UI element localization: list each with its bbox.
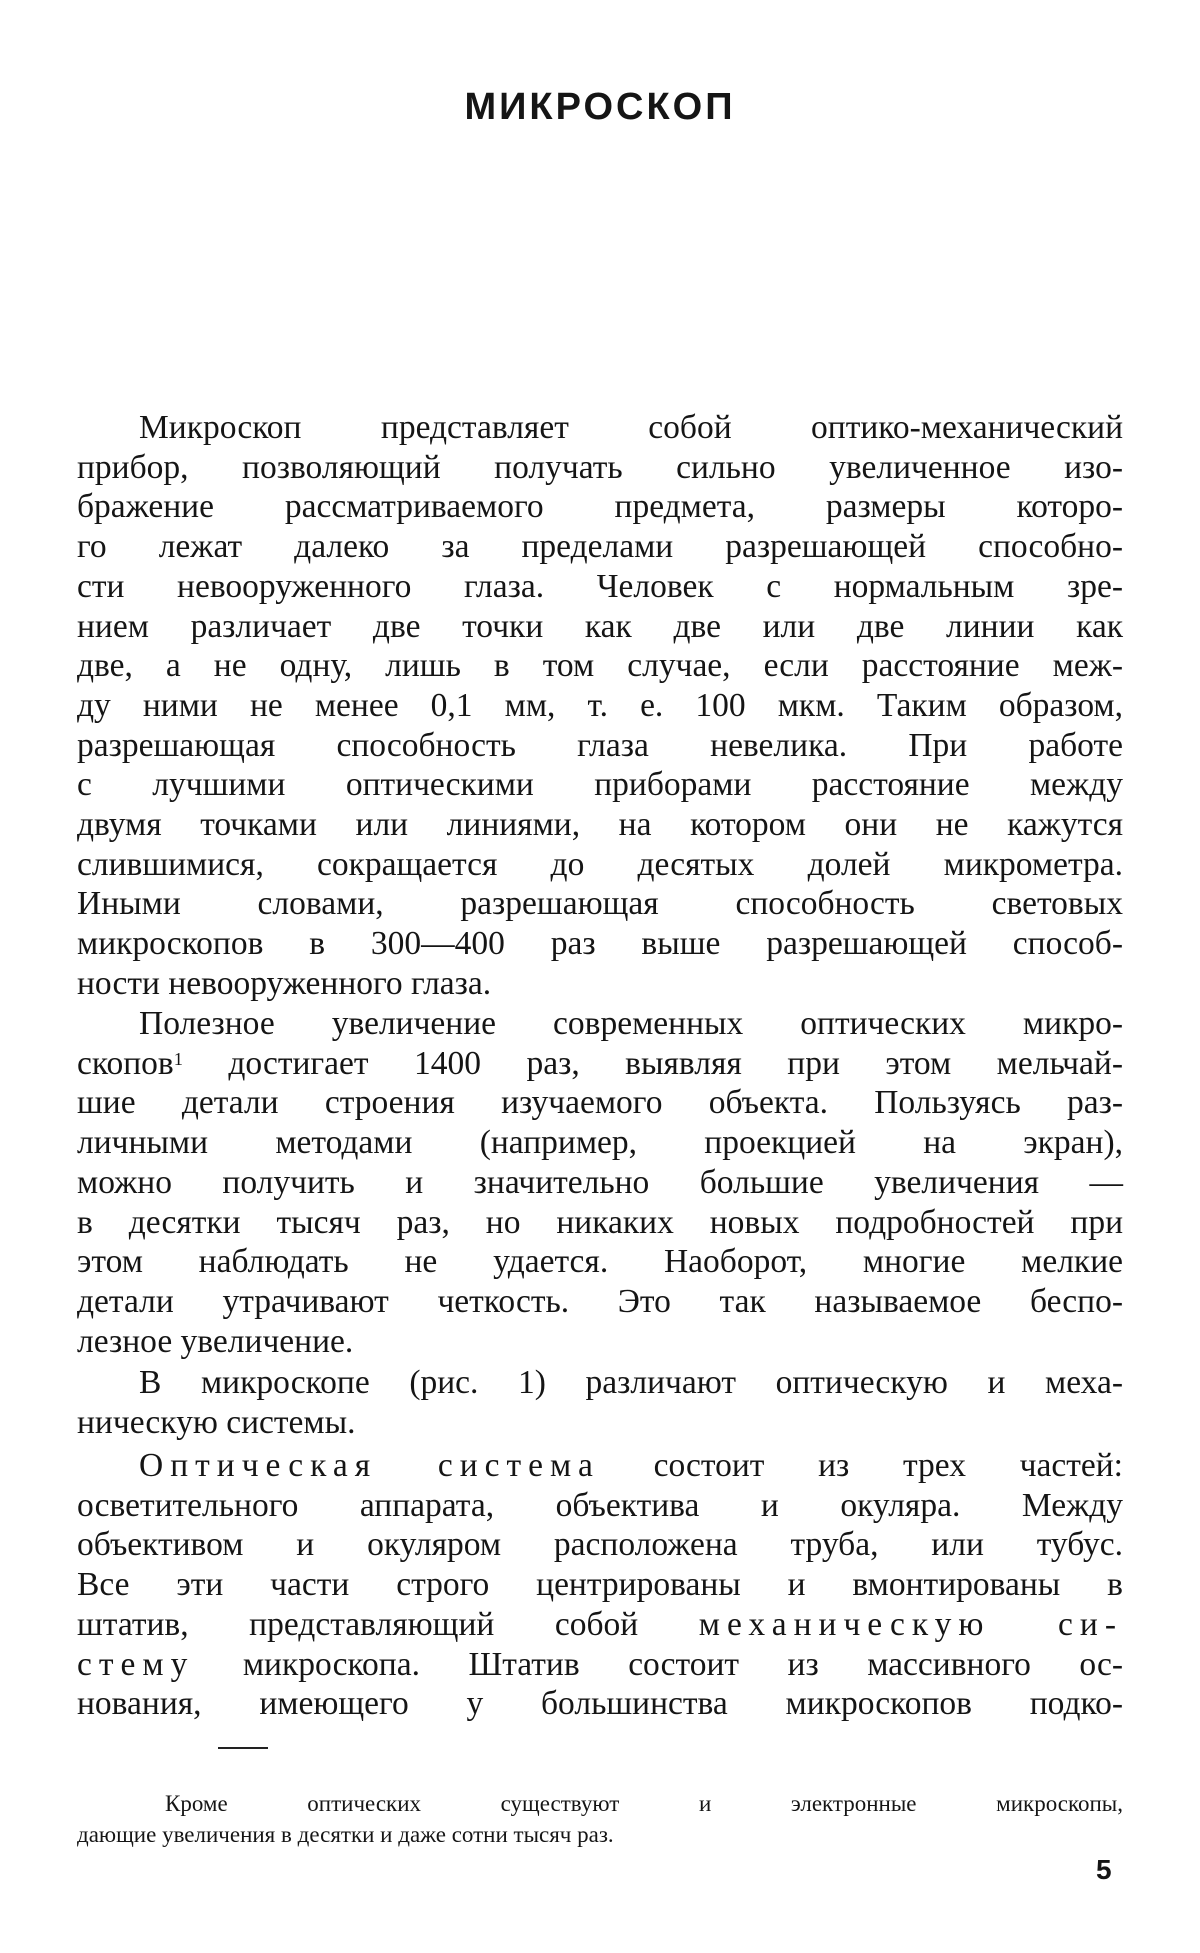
text-line: В микроскопе (рис. 1) различают оптическую и меха- [139,1364,1123,1401]
text-line: нием различает две точки как две или две линии как [77,607,1123,645]
text-line [77,1446,1123,1486]
text-line: Иными словами, разрешающая способность световых [77,885,1123,923]
footnote-mark: 1 [173,1049,183,1070]
text-line: разрешающая способность глаза невелика. При работе [77,726,1123,764]
paragraph-2 [77,1004,1123,1361]
spaced-emphasis: Оптическая система [139,1447,600,1484]
spaced-emphasis: стему [77,1645,195,1683]
text-line: осветительного аппарата, объектива и окуляра. Между [77,1486,1123,1524]
text-line: Полезное увеличение современных оптических микро- [139,1005,1123,1042]
text-line: слившимися, сокращается до десятых долей микрометра. [77,845,1123,883]
text-line: этом наблюдать не удается. Наоборот, многие мелкие [77,1243,1123,1281]
text-fragment: состоит из трех частей: [599,1447,1123,1484]
text-line: две, а не одну, лишь в том случае, если расстояние меж- [77,647,1123,685]
text-line: лезное увеличение. [77,1322,354,1360]
text-line: в десятки тысяч раз, но никаких новых подробностей при [77,1203,1123,1241]
text-line: ду ними не менее 0,1 мм, т. е. 100 мкм. Таким образом, [77,686,1123,724]
footnote-line: Кроме оптических существуют и электронные микроскопы, [165,1791,1123,1816]
footnote [77,1788,1123,1850]
paragraph-1 [77,408,1123,1004]
text-line: ническую системы. [77,1403,356,1441]
text-line: прибор, позволяющий получать сильно увеличенное изо- [77,448,1123,486]
page-number: 5 [1096,1854,1112,1885]
text-line: нования, имеющего у большинства микроскопов подко- [77,1685,1123,1723]
text-fragment: скопов [77,1044,174,1082]
text-line: го лежат далеко за пределами разрешающей способно- [77,528,1123,566]
text-line: можно получить и значительно большие увеличения — [77,1163,1123,1201]
text-line: личными методами (например, проекцией на экран), [77,1124,1123,1162]
paragraph-4 [77,1446,1123,1724]
text-line: Все эти части строго центрированы и вмонтированы в [77,1566,1123,1604]
text-line: сти невооруженного глаза. Человек с нормальным зре- [77,567,1123,605]
text-line: бражение рассматриваемого предмета, размеры которо- [77,488,1123,526]
text-line [77,1044,1123,1084]
text-fragment: достигает 1400 раз, выявляя при этом мельчай- [182,1044,1123,1082]
text-line: шие детали строения изучаемого объекта. Пользуясь раз- [77,1084,1123,1122]
footnote-divider [218,1747,268,1749]
text-fragment: микроскопа. Штатив состоит из массивного ос- [194,1645,1123,1683]
footnote-line: дающие увеличения в десятки и даже сотни тысяч раз. [77,1822,614,1847]
text-fragment: штатив, представляющий собой [77,1605,699,1643]
text-line: Микроскоп представляет собой оптико-механический [139,409,1123,446]
text-line [77,1605,1123,1645]
text-line [77,1645,1123,1685]
text-line: ности невооруженного глаза. [77,964,492,1002]
text-line: детали утрачивают четкость. Это так называемое беспо- [77,1282,1123,1320]
text-line: объективом и окуляром расположена труба, или тубус. [77,1526,1123,1564]
paragraph-3 [77,1363,1123,1442]
spaced-emphasis: механическую си- [698,1605,1123,1643]
text-line: с лучшими оптическими приборами расстояние между [77,766,1123,804]
text-line: микроскопов в 300—400 раз выше разрешающей способ- [77,925,1123,963]
page-title: МИКРОСКОП [464,86,736,128]
text-line: двумя точками или линиями, на котором они не кажутся [77,806,1123,844]
